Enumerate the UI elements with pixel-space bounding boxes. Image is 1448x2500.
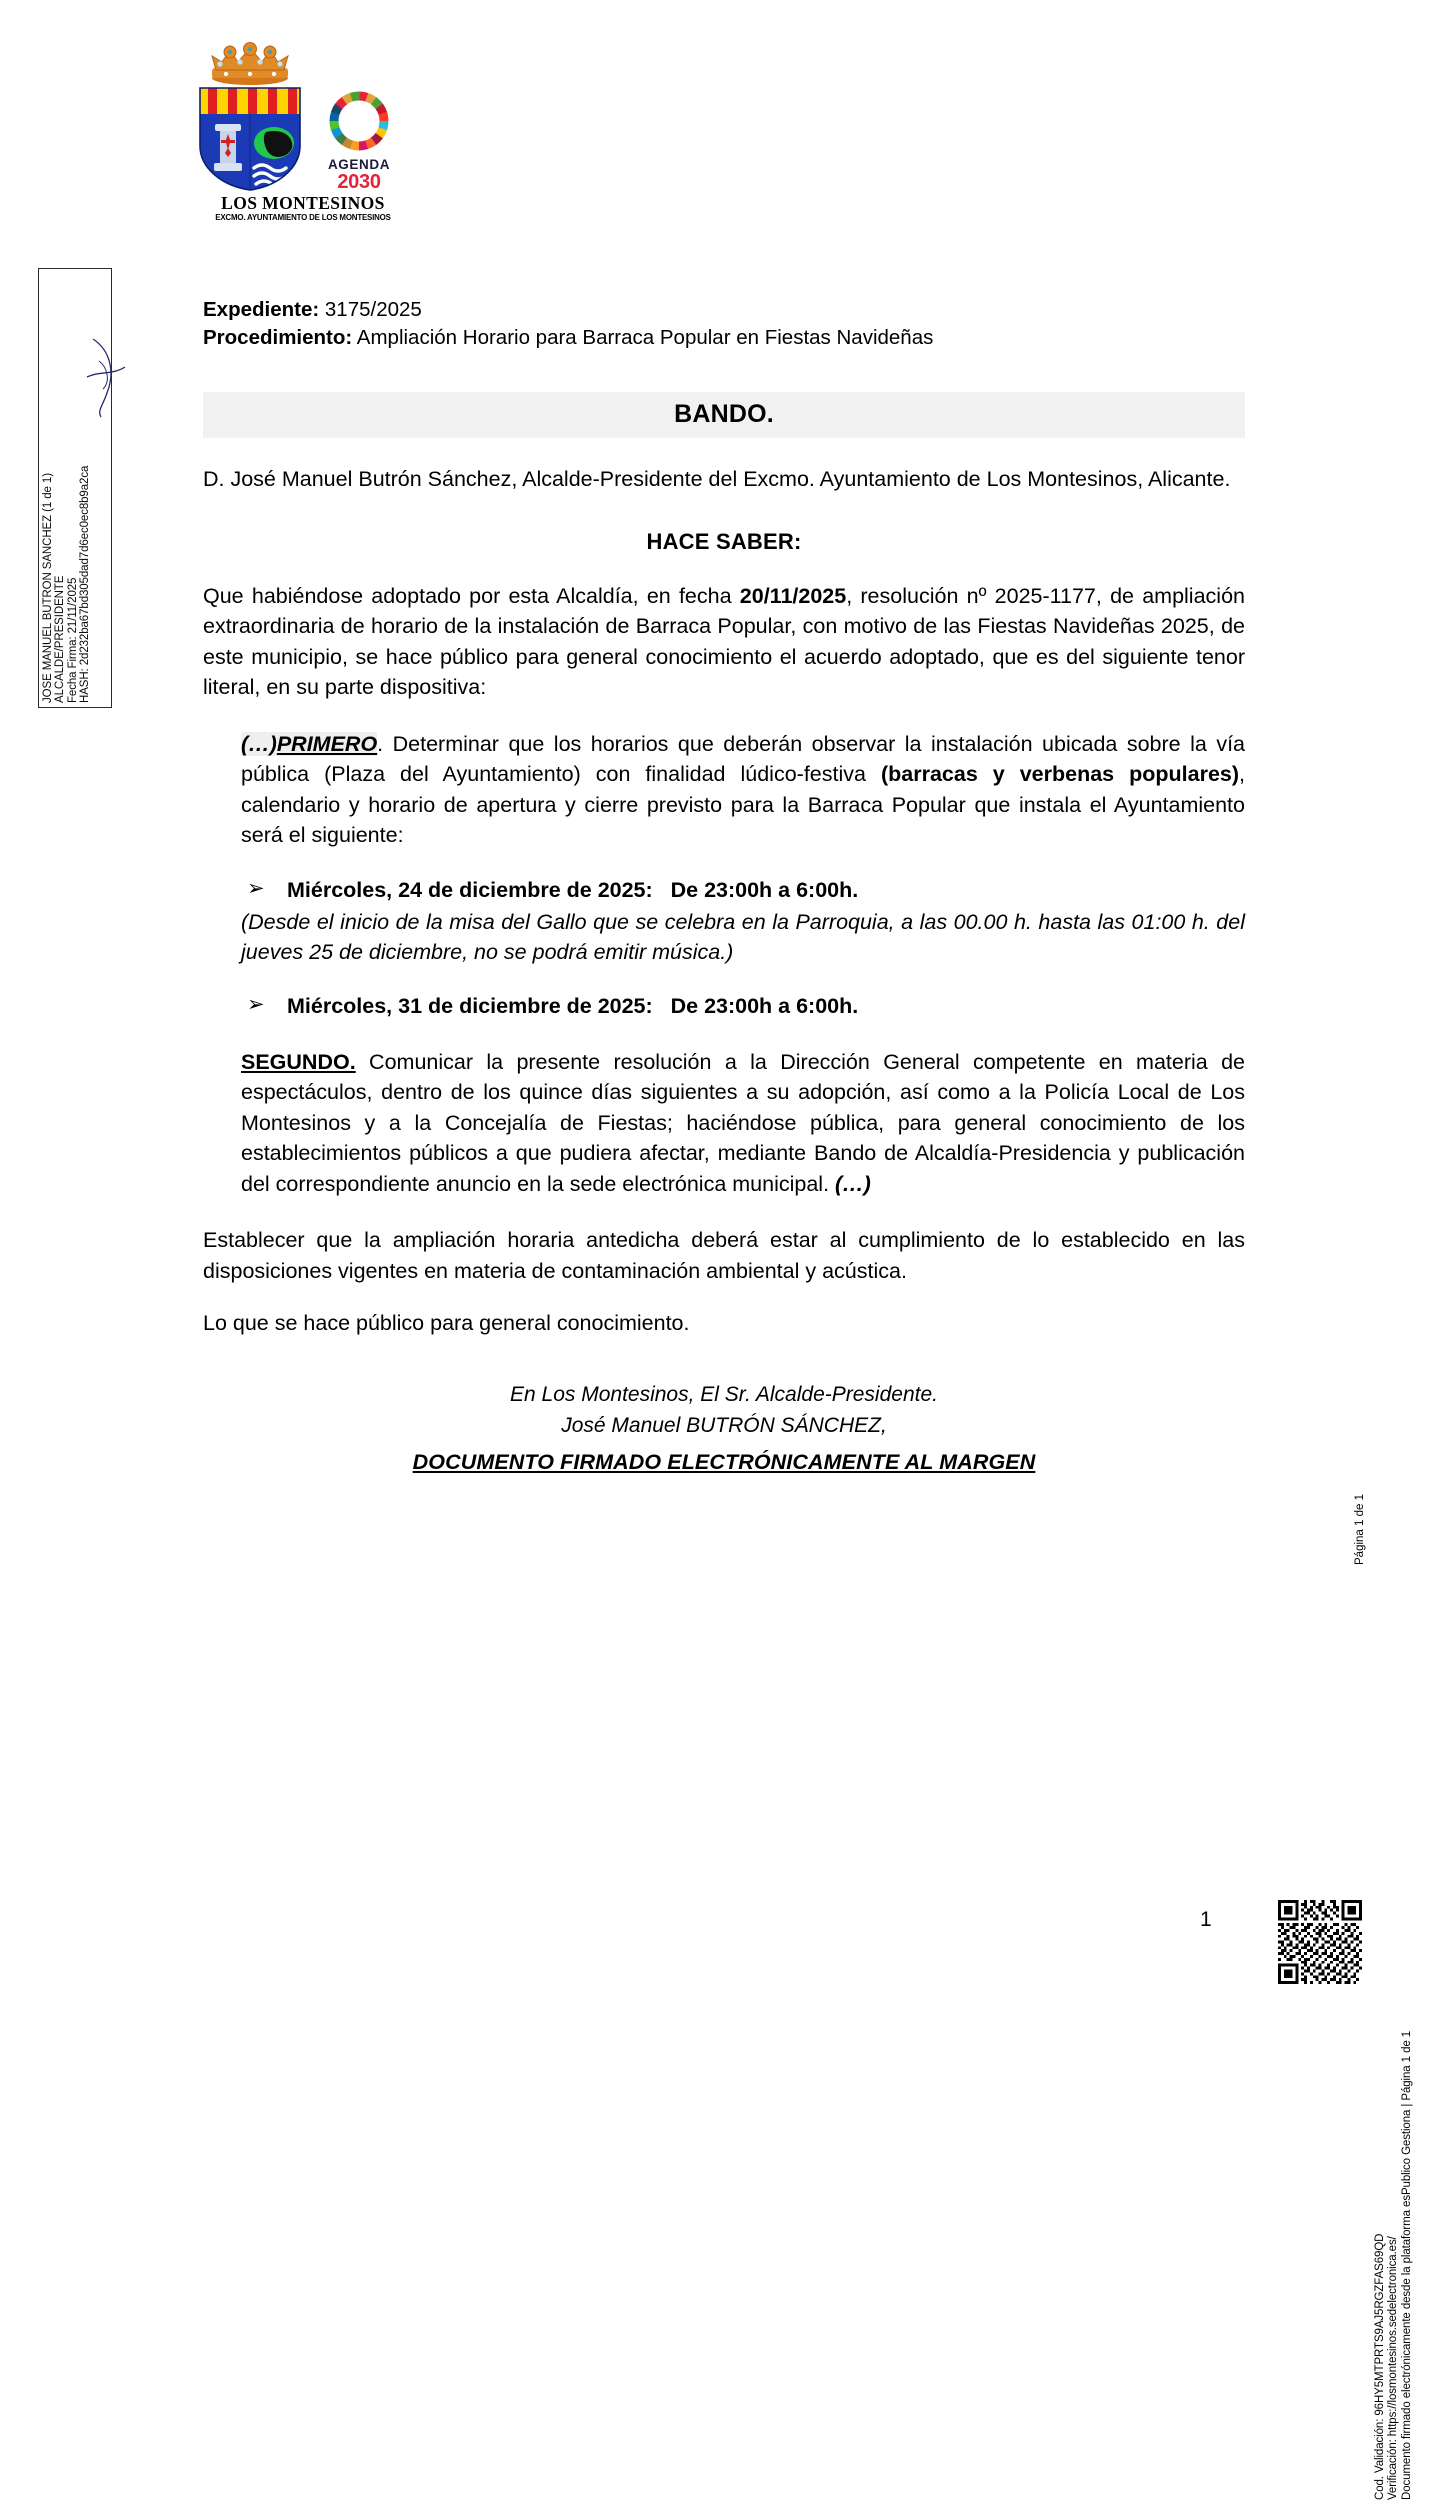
signer-role: ALCALDE/PRESIDENTE bbox=[54, 575, 67, 703]
segundo-suffix: (…) bbox=[835, 1171, 871, 1196]
agenda-year: 2030 bbox=[337, 171, 381, 193]
procedimiento-label: Procedimiento: bbox=[203, 326, 353, 349]
handwritten-signature-icon bbox=[85, 331, 129, 421]
hace-saber-heading: HACE SABER: bbox=[646, 528, 802, 554]
segundo-paragraph bbox=[241, 1047, 1245, 1200]
expediente-line bbox=[203, 296, 1245, 324]
primero-text-b: , calendario y horario de apertura y cierre previsto para la Barraca Popular que instala el Ayuntamiento será el siguiente: bbox=[241, 762, 1246, 847]
primero-label: PRIMERO bbox=[276, 731, 378, 756]
arrow-bullet-icon: ➢ bbox=[247, 876, 265, 900]
validation-code: Cod. Validación: 96HY5MTPRTS9AJ5RGZFAS69QD bbox=[1373, 2233, 1386, 2500]
segundo-label: SEGUNDO. bbox=[241, 1049, 356, 1074]
list-item bbox=[241, 991, 1245, 1021]
platform-note: Documento firmado electrónicamente desde la plataforma esPublico Gestiona | Página 1 de 1 bbox=[1400, 2030, 1413, 2500]
document-body bbox=[203, 296, 1245, 1478]
municipality-subtitle: EXCMO. AYUNTAMIENTO DE LOS MONTESINOS bbox=[215, 212, 391, 222]
public-notice-paragraph: Lo que se hace público para general conocimiento. bbox=[203, 1311, 690, 1335]
schedule-list bbox=[203, 875, 1245, 905]
page-indicator-text: Página 1 de 1 bbox=[1354, 1494, 1366, 1565]
expediente-label: Expediente: bbox=[203, 298, 320, 321]
validation-margin-text bbox=[1356, 1900, 1414, 2500]
signature-place: En Los Montesinos, El Sr. Alcalde-Presidente. bbox=[510, 1382, 938, 1406]
resolution-text-a: Que habiéndose adoptado por esta Alcaldía, en fecha bbox=[203, 583, 740, 608]
bando-heading-band bbox=[203, 392, 1245, 438]
procedimiento-line bbox=[203, 324, 1245, 352]
arrow-bullet-icon: ➢ bbox=[247, 992, 265, 1016]
qr-code-icon bbox=[1278, 1900, 1362, 1984]
agenda-2030-logo bbox=[320, 90, 398, 193]
coat-of-arms-icon bbox=[190, 42, 310, 192]
signature-person: José Manuel BUTRÓN SÁNCHEZ, bbox=[561, 1413, 887, 1437]
resolution-paragraph bbox=[203, 581, 1245, 703]
resolution-date: 20/11/2025 bbox=[739, 583, 847, 608]
primero-prefix: (…) bbox=[241, 731, 277, 756]
procedimiento-value: Ampliación Horario para Barraca Popular en Fiestas Navideñas bbox=[356, 326, 934, 349]
resolution-text-b: , resolución nº 2025-1177, de ampliación extraordinaria de horario de la instalación de Barraca Popular, con motivo de las Fiestas Navideñas 2025, de este municipio, se hace público para general conocimiento el acuerdo adoptado, que es del siguiente tenor literal, en su parte dispositiva: bbox=[203, 583, 1245, 699]
expediente-value: 3175/2025 bbox=[324, 298, 422, 321]
verification-url: Verificación: https://losmontesinos.sedelectronica.es/ bbox=[1387, 2236, 1399, 2500]
segundo-text: Comunicar la presente resolución a la Dirección General competente en materia de espectáculos, dentro de los quince días siguientes a su adopción, así como a la Policía Local de Los Montesinos y a la Concejalía de Fiestas; haciéndose pública, para general conocimiento de los establecimientos públicos a que pudiera afectar, mediante Bando de Alcaldía-Presidencia y publicación del correspondiente anuncio en la sede electrónica municipal. bbox=[241, 1049, 1245, 1196]
signature-margin-box bbox=[38, 268, 112, 708]
list-item bbox=[241, 875, 1245, 905]
final-paragraph: Establecer que la ampliación horaria antedicha deberá estar al cumplimiento de lo establecido en las disposiciones vigentes en materia de contaminación ambiental y acústica. bbox=[203, 1228, 1245, 1283]
electronic-signature-note: DOCUMENTO FIRMADO ELECTRÓNICAMENTE AL MARGEN bbox=[412, 1449, 1036, 1474]
validation-margin bbox=[1354, 1280, 1414, 2500]
signature-date: Fecha Firma: 21/11/2025 bbox=[66, 577, 79, 703]
primero-bold-phrase: (barracas y verbenas populares) bbox=[880, 762, 1240, 786]
bando-title: BANDO. bbox=[674, 400, 774, 428]
schedule-list-2 bbox=[203, 991, 1245, 1021]
schedule-hours: De 23:00h a 6:00h. bbox=[670, 877, 859, 902]
primero-paragraph bbox=[241, 729, 1245, 851]
intro-paragraph: D. José Manuel Butrón Sánchez, Alcalde-Presidente del Excmo. Ayuntamiento de Los Montesinos, Alicante. bbox=[203, 467, 1231, 491]
sdg-wheel-icon bbox=[328, 90, 390, 152]
schedule-hours: De 23:00h a 6:00h. bbox=[670, 993, 859, 1018]
municipal-logo bbox=[168, 42, 438, 222]
agenda-label: AGENDA bbox=[327, 157, 391, 172]
signer-name: JOSE MANUEL BUTRON SANCHEZ (1 de 1) bbox=[42, 473, 54, 703]
schedule-date: Miércoles, 31 de diciembre de 2025: bbox=[287, 993, 653, 1018]
primero-text-a: . Determinar que los horarios que deberán observar la instalación ubicada sobre la vía pública (Plaza del Ayuntamiento) con finalidad lúdico-festiva bbox=[241, 731, 1245, 786]
schedule-date: Miércoles, 24 de diciembre de 2025: bbox=[287, 877, 653, 902]
page-number: 1 bbox=[1200, 1908, 1212, 1931]
signature-block bbox=[203, 1379, 1245, 1478]
schedule-note: (Desde el inicio de la misa del Gallo que se celebra en la Parroquia, a las 00.00 h. hasta las 01:00 h. del jueves 25 de diciembre, no se podrá emitir música.) bbox=[241, 909, 1245, 964]
signature-hash: HASH: 2d232ba67bd305dad7d6ec0ec8b9a2ca bbox=[79, 465, 92, 703]
municipality-name: LOS MONTESINOS bbox=[221, 193, 385, 213]
